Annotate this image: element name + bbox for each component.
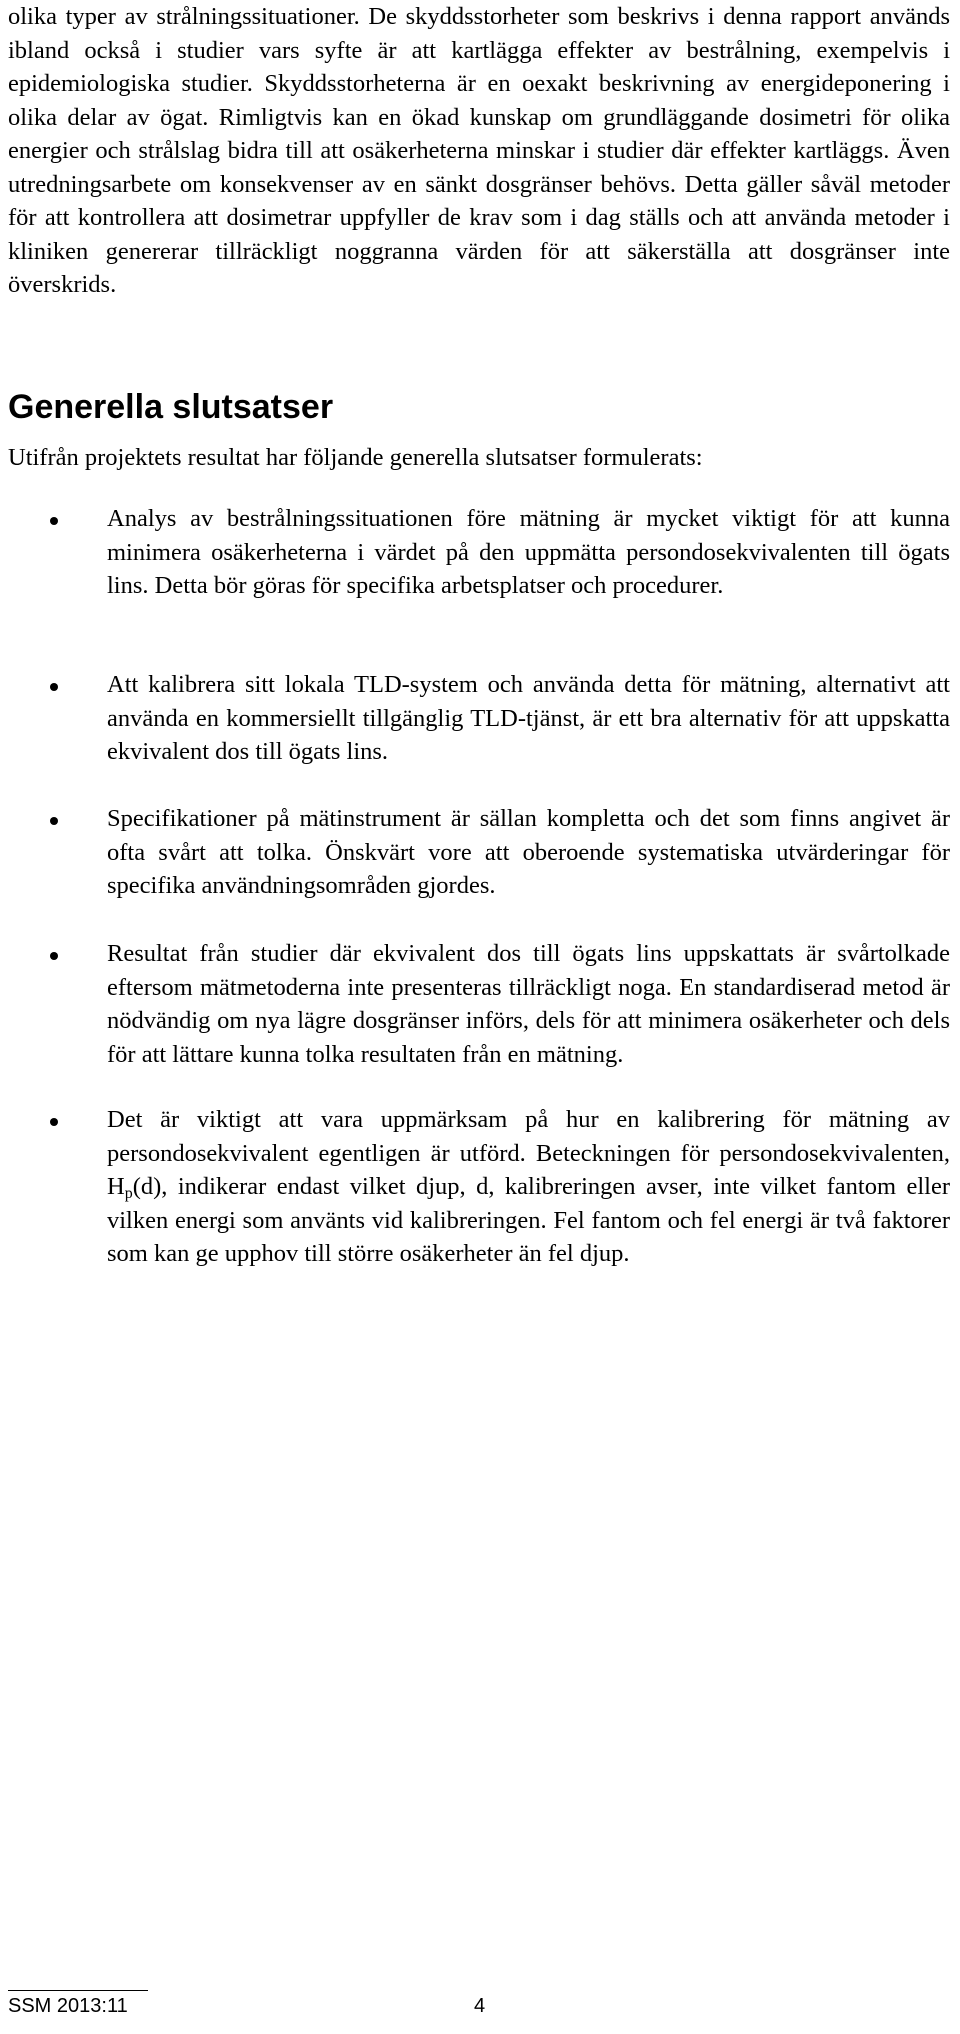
bullet-icon — [50, 952, 58, 960]
section-lead: Utifrån projektets resultat har följande generella slutsatser formulerats: — [8, 444, 703, 471]
section-heading: Generella slutsatser — [8, 388, 334, 426]
list-item-text: Specifikationer på mätinstrument är sällan kompletta och det som finns angivet är ofta svårt att tolka. Önskvärt vore att oberoende systematiska utvärderingar för specifika användningsområden gjordes. — [107, 805, 950, 899]
footer-page-number: 4 — [474, 1995, 486, 2017]
intro-paragraph: olika typer av strålningssituationer. De skyddsstorheter som beskrivs i denna rapport används ibland också i studier vars syfte är att kartlägga effekter av bestrålning, exempelvis i epidemiologiska studier. Skyddsstorheterna är en oexakt beskrivning av energideponering i olika delar av ögat. Rimligtvis kan en ökad kunskap om grundläggande dosimetri för olika energier och strålslag bidra till att osäkerheterna minskar i studier där effekter kartläggs. Även utredningsarbete om konsekvenser av en sänkt dosgränser behövs. Detta gäller såväl metoder för att kontrollera att dosimetrar uppfyller de krav som i dag ställs och att använda metoder i kliniken genererar tillräckligt noggranna värden för att säkerställa att dosgränser inte överskrids. — [8, 3, 950, 298]
bullet-icon — [50, 517, 58, 525]
bullet-icon — [50, 1118, 58, 1126]
list-item-text: Resultat från studier där ekvivalent dos till ögats lins uppskattats är svårtolkade eftersom mätmetoderna inte presenteras tillräckligt noga. En standardiserad metod är nödvändig om nya lägre dosgränser införs, dels för att minimera osäkerheter och dels för att lättare kunna tolka resultaten från en mätning. — [107, 940, 950, 1068]
footer-report-id: SSM 2013:11 — [8, 1995, 128, 2017]
bullet5-text-before: Det är viktigt att vara uppmärksam på hur en kalibrering för mätning av persondosekvivalent egentligen är utförd. Beteckningen för persondosekvivalenten, H — [107, 1106, 950, 1200]
list-item-text — [107, 1103, 950, 1271]
bullet5-text-after: (d), indikerar endast vilket djup, d, kalibreringen avser, inte vilket fantom eller vilken energi som använts vid kalibreringen. Fel fantom och fel energi är två faktorer som kan ge upphov till större osäkerheter än fel djup. — [107, 1173, 950, 1267]
list-item-text: Att kalibrera sitt lokala TLD-system och använda detta för mätning, alternativt att använda en kommersiellt tillgänglig TLD-tjänst, är ett bra alternativ för att uppskatta ekvivalent dos till ögats lins. — [107, 671, 950, 765]
subscript-p: p — [124, 1185, 133, 1202]
footer-divider — [8, 1990, 148, 1991]
bullet-icon — [50, 683, 58, 691]
bullet-icon — [50, 817, 58, 825]
list-item-text: Analys av bestrålningssituationen före mätning är mycket viktigt för att kunna minimera osäkerheterna i värdet på den uppmätta persondosekvivalenten till ögats lins. Detta bör göras för specifika arbetsplatser och procedurer. — [107, 505, 950, 599]
